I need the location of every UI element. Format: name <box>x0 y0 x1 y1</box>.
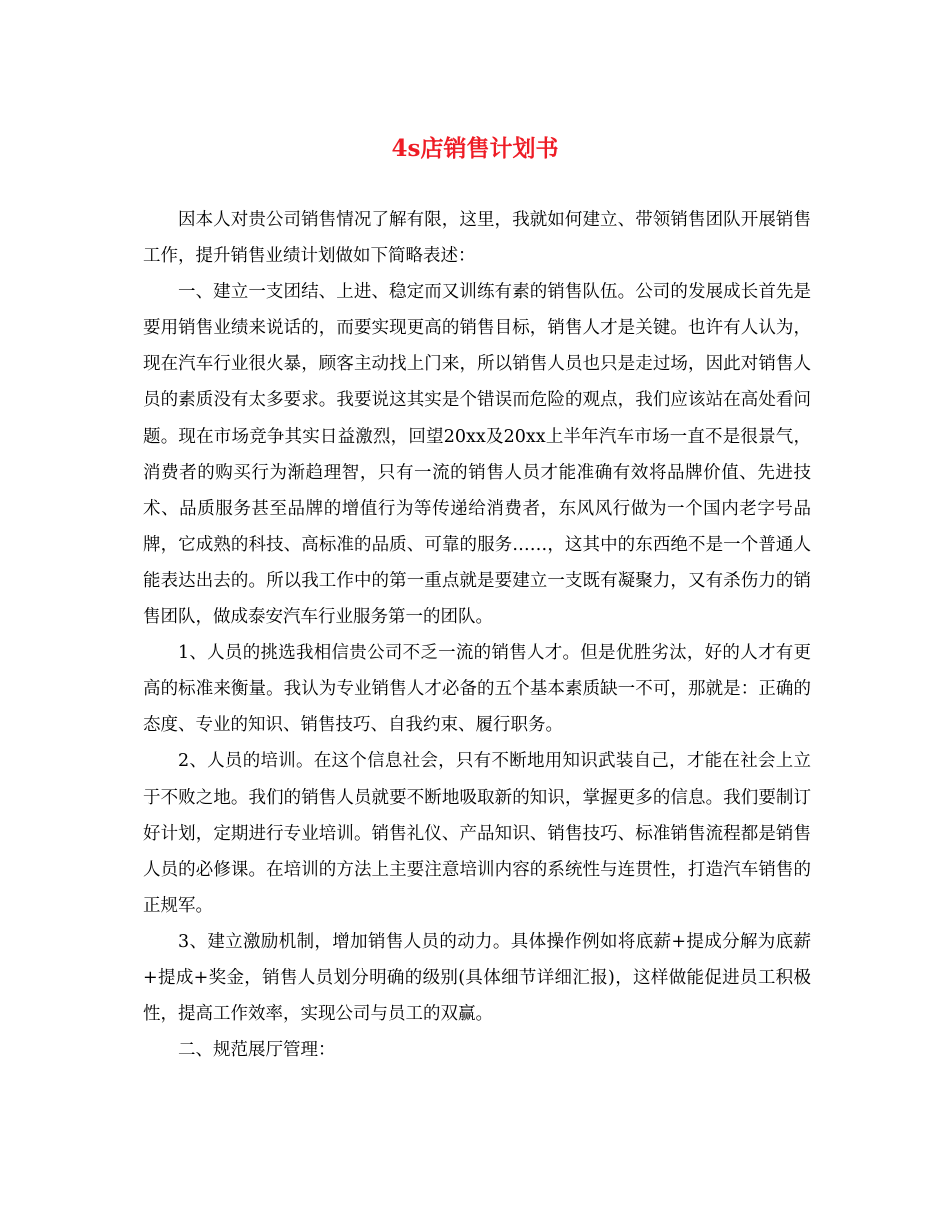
paragraph-item-3: 3、建立激励机制，增加销售人员的动力。具体操作例如将底薪+提成分解为底薪+提成+奖金，销售人员划分明确的级别(具体细节详细汇报)，这样做能促进员工积极性，提高工作效率，实现公司与员工的双赢。 <box>143 931 811 1025</box>
paragraph-section-1: 一、建立一支团结、上进、稳定而又训练有素的销售队伍。公司的发展成长首先是要用销售业绩来说话的，而要实现更高的销售目标，销售人才是关键。也许有人认为，现在汽车行业很火暴，顾客主动找上门来，所以销售人员也只是走过场，因此对销售人员的素质没有太多要求。我要说这其实是个错误而危险的观点，我们应该站在高处看问题。现在市场竞争其实日益激烈，回望20xx及20xx上半年汽车市场一直不是很景气，消费者的购买行为渐趋理智，只有一流的销售人员才能准确有效将品牌价值、先进技术、品质服务甚至品牌的增值行为等传递给消费者，东风风行做为一个国内老字号品牌，它成熟的科技、高标准的品质、可靠的服务……，这其中的东西绝不是一个普通人能表达出去的。所以我工作中的第一重点就是要建立一支既有凝聚力，又有杀伤力的销售团队，做成泰安汽车行业服务第一的团队。 <box>143 282 811 628</box>
paragraph-item-1: 1、人员的挑选我相信贵公司不乏一流的销售人才。但是优胜劣汰，好的人才有更高的标准来衡量。我认为专业销售人才必备的五个基本素质缺一不可，那就是：正确的态度、专业的知识、销售技巧、自我约束、履行职务。 <box>143 643 811 736</box>
paragraph-intro: 因本人对贵公司销售情况了解有限，这里，我就如何建立、带领销售团队开展销售工作，提升销售业绩计划做如下简略表述： <box>143 210 811 267</box>
paragraph-item-2: 2、人员的培训。在这个信息社会，只有不断地用知识武装自己，才能在社会上立于不败之地。我们的销售人员就要不断地吸取新的知识，掌握更多的信息。我们要制订好计划，定期进行专业培训。销售礼仪、产品知识、销售技巧、标准销售流程都是销售人员的必修课。在培训的方法上主要注意培训内容的系统性与连贯性，打造汽车销售的正规军。 <box>143 751 811 916</box>
paragraph-section-2: 二、规范展厅管理： <box>178 1040 336 1061</box>
document-body <box>143 202 811 1068</box>
document-title: 4s店销售计划书 <box>391 135 559 162</box>
